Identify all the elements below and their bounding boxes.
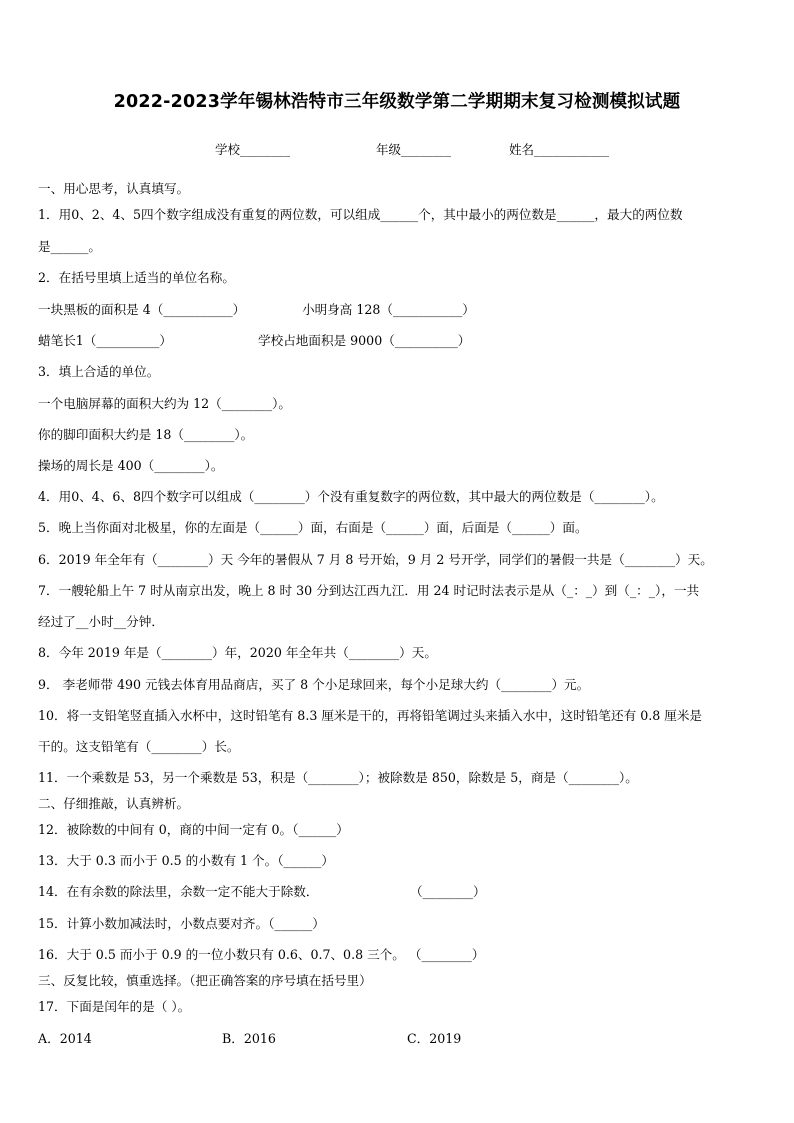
page-title: 2022-2023学年锡林浩特市三年级数学第二学期期末复习检测模拟试题 [113, 92, 681, 112]
name-field: 姓名____________ [509, 142, 610, 157]
section-heading-1: 一、用心思考，认真填写。 [38, 181, 190, 196]
section-heading-3: 三、反复比较，慎重选择。（把正确答案的序号填在括号里） [38, 973, 372, 988]
question-9: 9． 李老师带 490 元钱去体育用品商店，买了 8 个小足球回来，每个小足球大约（________）元。 [38, 677, 590, 692]
question-1-line-1: 1．用0、2、4、5四个数字组成没有重复的两位数，可以组成______个，其中最小的两位数是______，最大的两位数 [38, 207, 683, 222]
question-3-item-b: 你的脚印面积大约是 18（________）。 [38, 427, 254, 442]
question-12: 12．被除数的中间有 0，商的中间一定有 0。（______） [38, 822, 349, 837]
question-2-item-c: 蜡笔长1（__________） [38, 333, 172, 348]
question-2-item-a: 一块黑板的面积是 4（___________） [38, 302, 246, 317]
question-2-item-d: 学校占地面积是 9000（__________） [258, 333, 471, 348]
school-field: 学校________ [215, 142, 291, 157]
question-11: 11．一个乘数是 53，另一个乘数是 53，积是（________）；被除数是 850，除数是 5，商是（________）。 [38, 770, 638, 785]
question-17-option-c: C．2019 [407, 1031, 462, 1046]
question-10-line-1: 10．将一支铅笔竖直插入水杯中，这时铅笔有 8.3 厘米是干的，再将铅笔调过头来插入水中，这时铅笔还有 0.8 厘米是 [38, 708, 703, 723]
question-5: 5．晚上当你面对北极星，你的左面是（______）面，右面是（______）面，后面是（______）面。 [38, 520, 588, 535]
question-16: 16．大于 0.5 而小于 0.9 的一位小数只有 0.6、0.7、0.8 三个。 （________） [38, 947, 485, 962]
question-8: 8．今年 2019 年是（________）年，2020 年全年共（________）天。 [38, 645, 437, 660]
question-17-option-b: B．2016 [222, 1031, 276, 1046]
question-3-item-a: 一个电脑屏幕的面积大约为 12（________）。 [38, 396, 292, 411]
question-14-answer-blank: （________） [410, 884, 486, 899]
question-1-line-2: 是______。 [38, 239, 101, 254]
question-7-line-2: 经过了__小时__分钟． [38, 614, 164, 629]
question-3: 3．填上合适的单位。 [38, 364, 160, 379]
question-4: 4．用0、4、6、8四个数字可以组成（________）个没有重复数字的两位数，其中最大的两位数是（________）。 [38, 489, 664, 504]
question-13: 13．大于 0.3 而小于 0.5 的小数有 1 个。（______） [38, 853, 334, 868]
question-10-line-2: 干的。这支铅笔有（________）长。 [38, 739, 240, 754]
section-heading-2: 二、仔细推敲，认真辨析。 [38, 796, 190, 811]
question-17: 17．下面是闰年的是（ ）。 [38, 999, 191, 1014]
question-15: 15．计算小数加减法时，小数点要对齐。（______） [38, 916, 325, 931]
question-3-item-c: 操场的周长是 400（________）。 [38, 458, 224, 473]
question-2-item-b: 小明身高 128（___________） [302, 302, 475, 317]
question-2: 2．在括号里填上适当的单位名称。 [38, 270, 235, 285]
question-6: 6．2019 年全年有（________）天 今年的暑假从 7 月 8 号开始，9 月 2 号开学，同学们的暑假一共是（________）天。 [38, 552, 713, 567]
question-14: 14．在有余数的除法里，余数一定不能大于除数． [38, 884, 319, 899]
question-17-option-a: A．2014 [38, 1031, 92, 1046]
grade-field: 年级________ [376, 142, 452, 157]
question-7-line-1: 7．一艘轮船上午 7 时从南京出发，晚上 8 时 30 分到达江西九江．用 24 时记时法表示是从（_：_）到（_：_），一共 [38, 583, 700, 598]
